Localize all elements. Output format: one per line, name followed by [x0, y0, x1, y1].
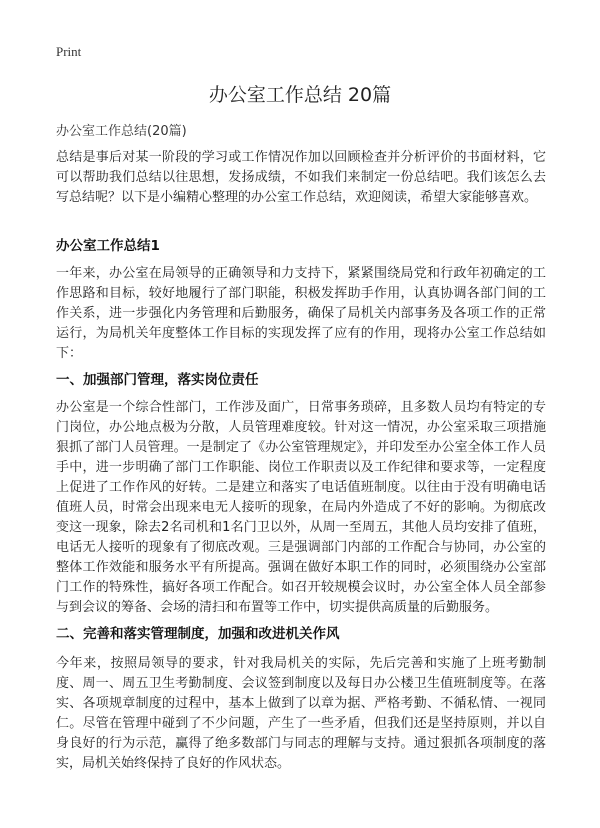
- part1-heading: 一、加强部门管理，落实岗位责任: [56, 372, 259, 388]
- section1-heading: 办公室工作总结1: [56, 238, 160, 254]
- part2-paragraph: 今年来，按照局领导的要求，针对我局机关的实际，先后完善和实施了上班考勤制度、周一、周五卫生考勤制度、会议签到制度以及每日办公楼卫生值班制度等。在落实、各项规章制度的过程中，基本上做到了以章为据、严格考勤、不循私情、一视同仁。尽管在管理中碰到了不少问题，产生了一些矛盾，但我们还是坚持原则，并以自身良好的行为示范，赢得了绝多数部门与同志的理解与支持。通过狠抓各项制度的落实，局机关始终保持了良好的作风状态。: [56, 656, 546, 771]
- part1-paragraph: 办公室是一个综合性部门，工作涉及面广，日常事务琐碎，且多数人员均有特定的专门岗位，办公地点极为分散，人员管理难度较。针对这一情况，办公室采取三项措施狠抓了部门人员管理。一是制定了《办公室管理规定》，并印发至办公室全体工作人员手中，进一步明确了部门工作职能、岗位工作职责以及工作纪律和要求等，一定程度上促进了工作作风的好转。二是建立和落实了电话值班制度。以往由于没有明确电话值班人员，时常会出现来电无人接听的现象，在局内外造成了不好的影响。为彻底改变这一现象，除去2名司机和1名门卫以外，从周一至周五，其他人员均安排了值班，电话无人接听的现象有了彻底改观。三是强调部门内部的工作配合与协同，办公室的整体工作效能和服务水平有所提高。强调在做好本职工作的同时，必须围绕办公室部门工作的特殊性，搞好各项工作配合。如召开较规模会议时，办公室全体人员全部参与到会议的筹备、会场的清扫和布置等工作中，切实提供高质量的后勤服务。: [56, 400, 546, 615]
- document-title: 办公室工作总结 20篇: [208, 84, 392, 106]
- section1-paragraph: 一年来，办公室在局领导的正确领导和力支持下，紧紧围绕局党和行政年初确定的工作思路和目标，较好地履行了部门职能，积极发挥助手作用，认真协调各部门间的工作关系，进一步强化内务管理和后勤服务，确保了局机关内部事务及各项工作的正常运行，为局机关年度整体工作目标的实现发挥了应有的作用，现将办公室工作总结如下：: [56, 266, 546, 361]
- part2-heading: 二、完善和落实管理制度，加强和改进机关作风: [56, 626, 340, 642]
- print-label: Print: [56, 44, 82, 59]
- intro-paragraph: 总结是事后对某一阶段的学习或工作情况作加以回顾检查并分析评价的书面材料，它可以帮助我们总结以往思想，发扬成绩，不如我们来制定一份总结吧。我们该怎么去写总结呢？以下是小编精心整理的办公室工作总结，欢迎阅读，希望大家能够喜欢。: [56, 150, 546, 205]
- document-subtitle: 办公室工作总结(20篇): [56, 124, 187, 139]
